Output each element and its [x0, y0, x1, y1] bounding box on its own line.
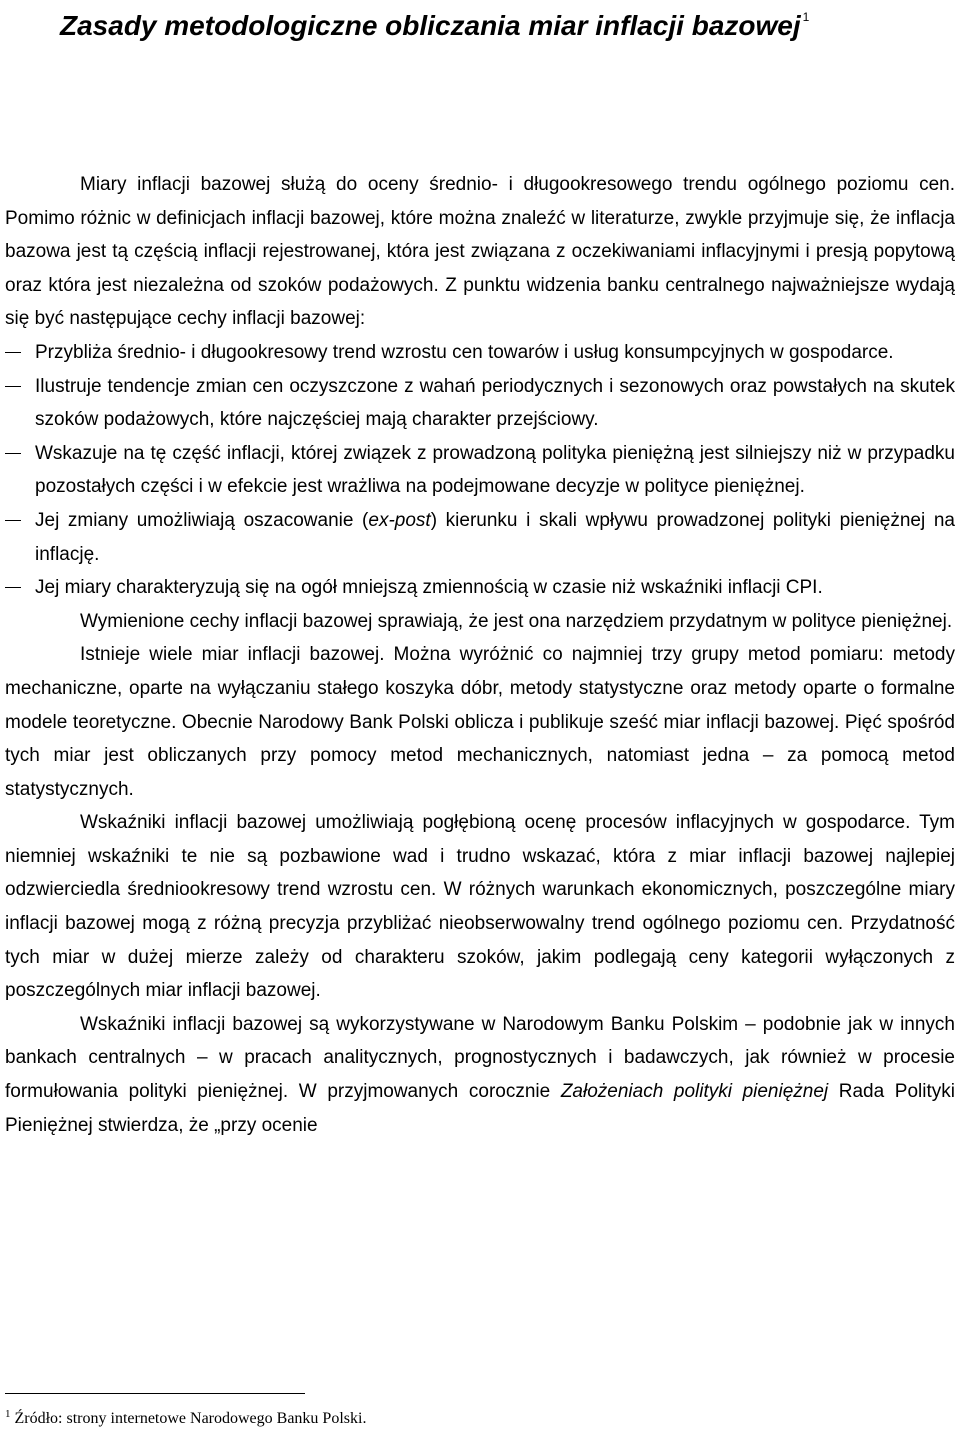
paragraph-summary: Wymienione cechy inflacji bazowej sprawiają, że jest ona narzędziem przydatnym w polityce pieniężnej. [80, 610, 953, 632]
footnote [5, 1404, 955, 1429]
footnote-marker: 1 [5, 1408, 11, 1420]
footnote-divider [5, 1393, 305, 1394]
paragraph-intro: Miary inflacji bazowej służą do oceny średnio- i długookresowego trendu ogólnego poziomu cen. Pomimo różnic w definicjach inflacji bazowej, które można znaleźć w literaturze, zwykle przyjmuje się, że inflacja bazowa jest tą częścią inflacji rejestrowanej, która jest związana z oczekiwaniami inflacyjnymi i presją popytową oraz która jest niezależna od szoków podażowych. Z punktu widzenia banku centralnego najważniejsze wydają się być następujące cechy inflacji bazowej: [5, 174, 955, 330]
list-item: Przybliża średnio- i długookresowy trend wzrostu cen towarów i usług konsumpcyjnych w gospodarce. [5, 336, 955, 370]
paragraph-usage [5, 1008, 955, 1142]
paragraph-text: Wskaźniki inflacji bazowej są wykorzystywane w Narodowym Banku Polskim – podobnie jak w innych bankach centralnych – w pracach analitycznych, prognostycznych i badawczych, jak również w procesie formułowania polityki pieniężnej. W przyjmowanych corocznie [5, 1013, 955, 1103]
list-item-italic: ex-post [368, 509, 431, 531]
list-item-text: Jej zmiany umożliwiają oszacowanie ( [35, 509, 369, 531]
list-item: Wskazuje na tę część inflacji, której związek z prowadzoną polityka pieniężną jest silniejszy niż w przypadku pozostałych części i w efekcie jest wrażliwa na podejmowane decyzje w polityce pieniężnej. [5, 437, 955, 504]
list-item-text: ) kierunku i skali wpływu prowadzonej polityki pieniężnej na inflację. [35, 509, 955, 565]
paragraph-text: Rada Polityki Pieniężnej stwierdza, że „przy ocenie [5, 1081, 955, 1136]
document-body [5, 168, 955, 1142]
title-text: Zasady metodologiczne obliczania miar inflacji bazowej [60, 10, 801, 41]
list-item: Jej miary charakteryzują się na ogół mniejszą zmiennością w czasie niż wskaźniki inflacji CPI. [5, 571, 955, 605]
paragraph-assessment: Wskaźniki inflacji bazowej umożliwiają pogłębioną ocenę procesów inflacyjnych w gospodarce. Tym niemniej wskaźniki te nie są pozbawione wad i trudno wskazać, która z miar inflacji bazowej najlepiej odzwierciedla średniookresowy trend wzrostu cen. W różnych warunkach ekonomicznych, poszczególne miary inflacji bazowej mogą z różną precyzja przybliżać nieobserwowalny trend ogólnego poziomu cen. Przydatność tych miar w dużej mierze zależy od charakteru szoków, jakim podlegają ceny kategorii wyłączonych z poszczególnych miar inflacji bazowej. [5, 812, 955, 1002]
footnote-text: Źródło: strony internetowe Narodowego Banku Polski. [14, 1410, 367, 1427]
list-item [5, 504, 955, 571]
list-item: Ilustruje tendencje zmian cen oczyszczone z wahań periodycznych i sezonowych oraz powstałych na skutek szoków podażowych, które najczęściej mają charakter przejściowy. [5, 370, 955, 437]
feature-list [5, 336, 955, 605]
document-title [60, 0, 940, 43]
title-footnote-marker: 1 [802, 10, 810, 24]
paragraph-italic: Założeniach polityki pieniężnej [560, 1081, 829, 1103]
paragraph-methods: Istnieje wiele miar inflacji bazowej. Można wyróżnić co najmniej trzy grupy metod pomiaru: metody mechaniczne, oparte na wyłączaniu stałego koszyka dóbr, metody statystyczne oraz metody oparte o formalne modele teoretyczne. Obecnie Narodowy Bank Polski oblicza i publikuje sześć miar inflacji bazowej. Pięć spośród tych miar jest obliczanych przy pomocy metod mechanicznych, natomiast jedna – za pomocą metod statystycznych. [5, 644, 955, 800]
